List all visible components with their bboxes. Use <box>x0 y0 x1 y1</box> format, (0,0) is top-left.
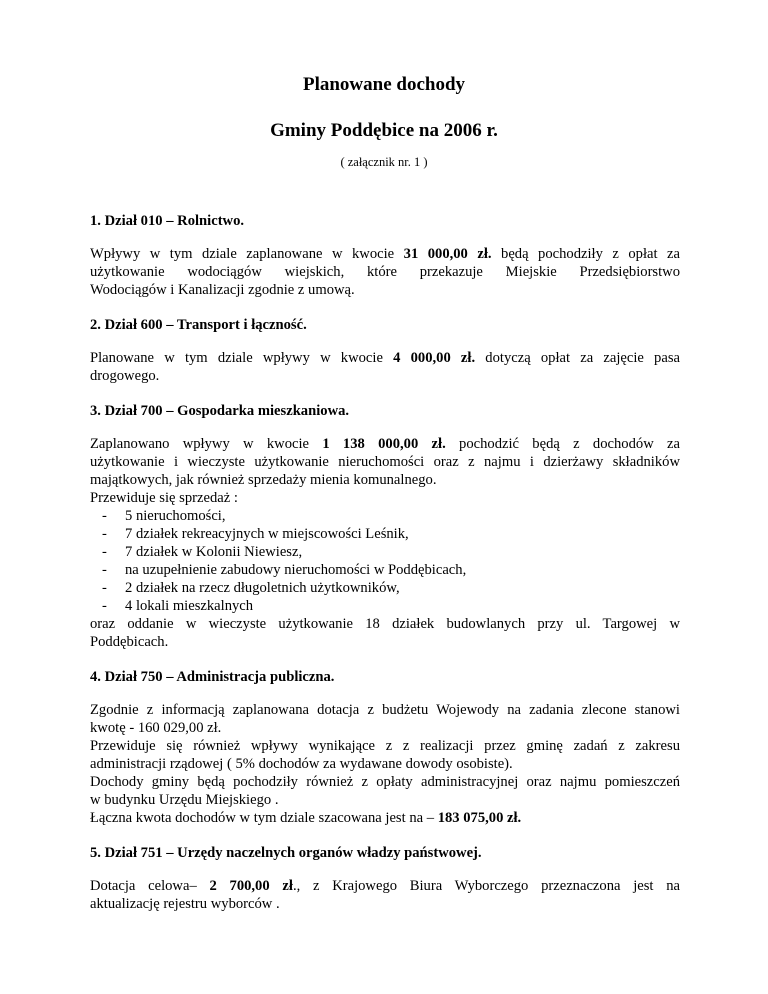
paragraph-line: użytkowanie wodociągów wiejskich, które przekazuje Miejskie Przedsiębiorstwo <box>90 264 680 280</box>
section-paragraph <box>90 435 680 507</box>
list-item <box>102 597 680 615</box>
paragraph-line: Zaplanowano wpływy w kwocie 1 138 000,00 zł. pochodzić będą z dochodów za <box>90 436 680 452</box>
section-heading: 4. Dział 750 – Administracja publiczna. <box>90 669 335 685</box>
section-paragraph <box>90 701 680 827</box>
dash-bullet: - <box>102 562 107 578</box>
section-paragraph-continued <box>90 615 680 651</box>
list-item <box>102 561 680 579</box>
list-item <box>102 543 680 561</box>
dash-bullet: - <box>102 544 107 560</box>
amount-value: 31 000,00 zł. <box>403 246 492 262</box>
section-3 <box>90 402 680 651</box>
document-title-line1: Planowane dochody <box>302 74 466 95</box>
list-item-text: na uzupełnienie zabudowy nieruchomości w Poddębicach, <box>125 562 467 578</box>
paragraph-line: aktualizację rejestru wyborców . <box>90 896 280 912</box>
paragraph-line: Dotacja celowa– 2 700,00 zł., z Krajowego Biura Wyborczego przeznaczona jest na <box>90 878 680 894</box>
document-title-line2: Gminy Poddębice na 2006 r. <box>270 120 498 141</box>
dash-bullet: - <box>102 526 107 542</box>
dash-bullet: - <box>102 598 107 614</box>
section-paragraph <box>90 245 680 299</box>
section-2 <box>90 316 680 385</box>
paragraph-line: w budynku Urzędu Miejskiego . <box>90 792 279 808</box>
section-heading: 5. Dział 751 – Urzędy naczelnych organów władzy państwowej. <box>90 845 482 861</box>
amount-value: 183 075,00 zł. <box>437 810 522 826</box>
section-4 <box>90 668 680 827</box>
list-item <box>102 525 680 543</box>
paragraph-line: Poddębicach. <box>90 634 169 650</box>
list-item <box>102 579 680 597</box>
section-heading: 3. Dział 700 – Gospodarka mieszkaniowa. <box>90 403 350 419</box>
paragraph-line: administracji rządowej ( 5% dochodów za wydawane dowody osobiste). <box>90 756 513 772</box>
paragraph-line: Dochody gminy będą pochodziły również z opłaty administracyjnej oraz najmu pomieszczeń <box>90 774 680 790</box>
section-1 <box>90 212 680 299</box>
paragraph-line: kwotę - 160 029,00 zł. <box>90 720 222 736</box>
section-5 <box>90 844 680 913</box>
paragraph-line: Wpływy w tym dziale zaplanowane w kwocie 31 000,00 zł. będą pochodziły z opłat za <box>90 246 680 262</box>
paragraph-line: drogowego. <box>90 368 160 384</box>
paragraph-line: oraz oddanie w wieczyste użytkowanie 18 działek budowlanych przy ul. Targowej w <box>90 616 680 632</box>
amount-value: 4 000,00 zł. <box>393 350 476 366</box>
document-body <box>90 212 680 930</box>
section-paragraph <box>90 349 680 385</box>
paragraph-line: Planowane w tym dziale wpływy w kwocie 4 000,00 zł. dotyczą opłat za zajęcie pasa <box>90 350 680 366</box>
sale-list <box>90 507 680 615</box>
section-heading: 1. Dział 010 – Rolnictwo. <box>90 213 245 229</box>
list-item-text: 5 nieruchomości, <box>125 508 226 524</box>
list-item-text: 4 lokali mieszkalnych <box>125 598 254 614</box>
section-heading: 2. Dział 600 – Transport i łączność. <box>90 317 307 333</box>
dash-bullet: - <box>102 580 107 596</box>
paragraph-line: Łączna kwota dochodów w tym dziale szacowana jest na – 183 075,00 zł. <box>90 810 522 826</box>
section-paragraph <box>90 877 680 913</box>
document-subtitle: ( załącznik nr. 1 ) <box>340 155 428 169</box>
amount-value: 1 138 000,00 zł. <box>322 436 446 452</box>
list-item <box>102 507 680 525</box>
paragraph-line: Przewiduje się również wpływy wynikające z z realizacji przez gminę zadań z zakresu <box>90 738 680 754</box>
paragraph-line: Zgodnie z informacją zaplanowana dotacja z budżetu Wojewody na zadania zlecone stanowi <box>90 702 680 718</box>
list-item-text: 7 działek rekreacyjnych w miejscowości Leśnik, <box>125 526 409 542</box>
list-item-text: 7 działek w Kolonii Niewiesz, <box>125 544 303 560</box>
amount-value: 2 700,00 zł <box>209 878 293 894</box>
dash-bullet: - <box>102 508 107 524</box>
paragraph-line: Przewiduje się sprzedaż : <box>90 490 238 506</box>
paragraph-line: Wodociągów i Kanalizacji zgodnie z umową. <box>90 282 355 298</box>
paragraph-line: użytkowanie i wieczyste użytkowanie nieruchomości oraz z najmu i dzierżawy składników <box>90 454 680 470</box>
paragraph-line: majątkowych, jak również sprzedaży mienia komunalnego. <box>90 472 437 488</box>
list-item-text: 2 działek na rzecz długoletnich użytkowników, <box>125 580 400 596</box>
